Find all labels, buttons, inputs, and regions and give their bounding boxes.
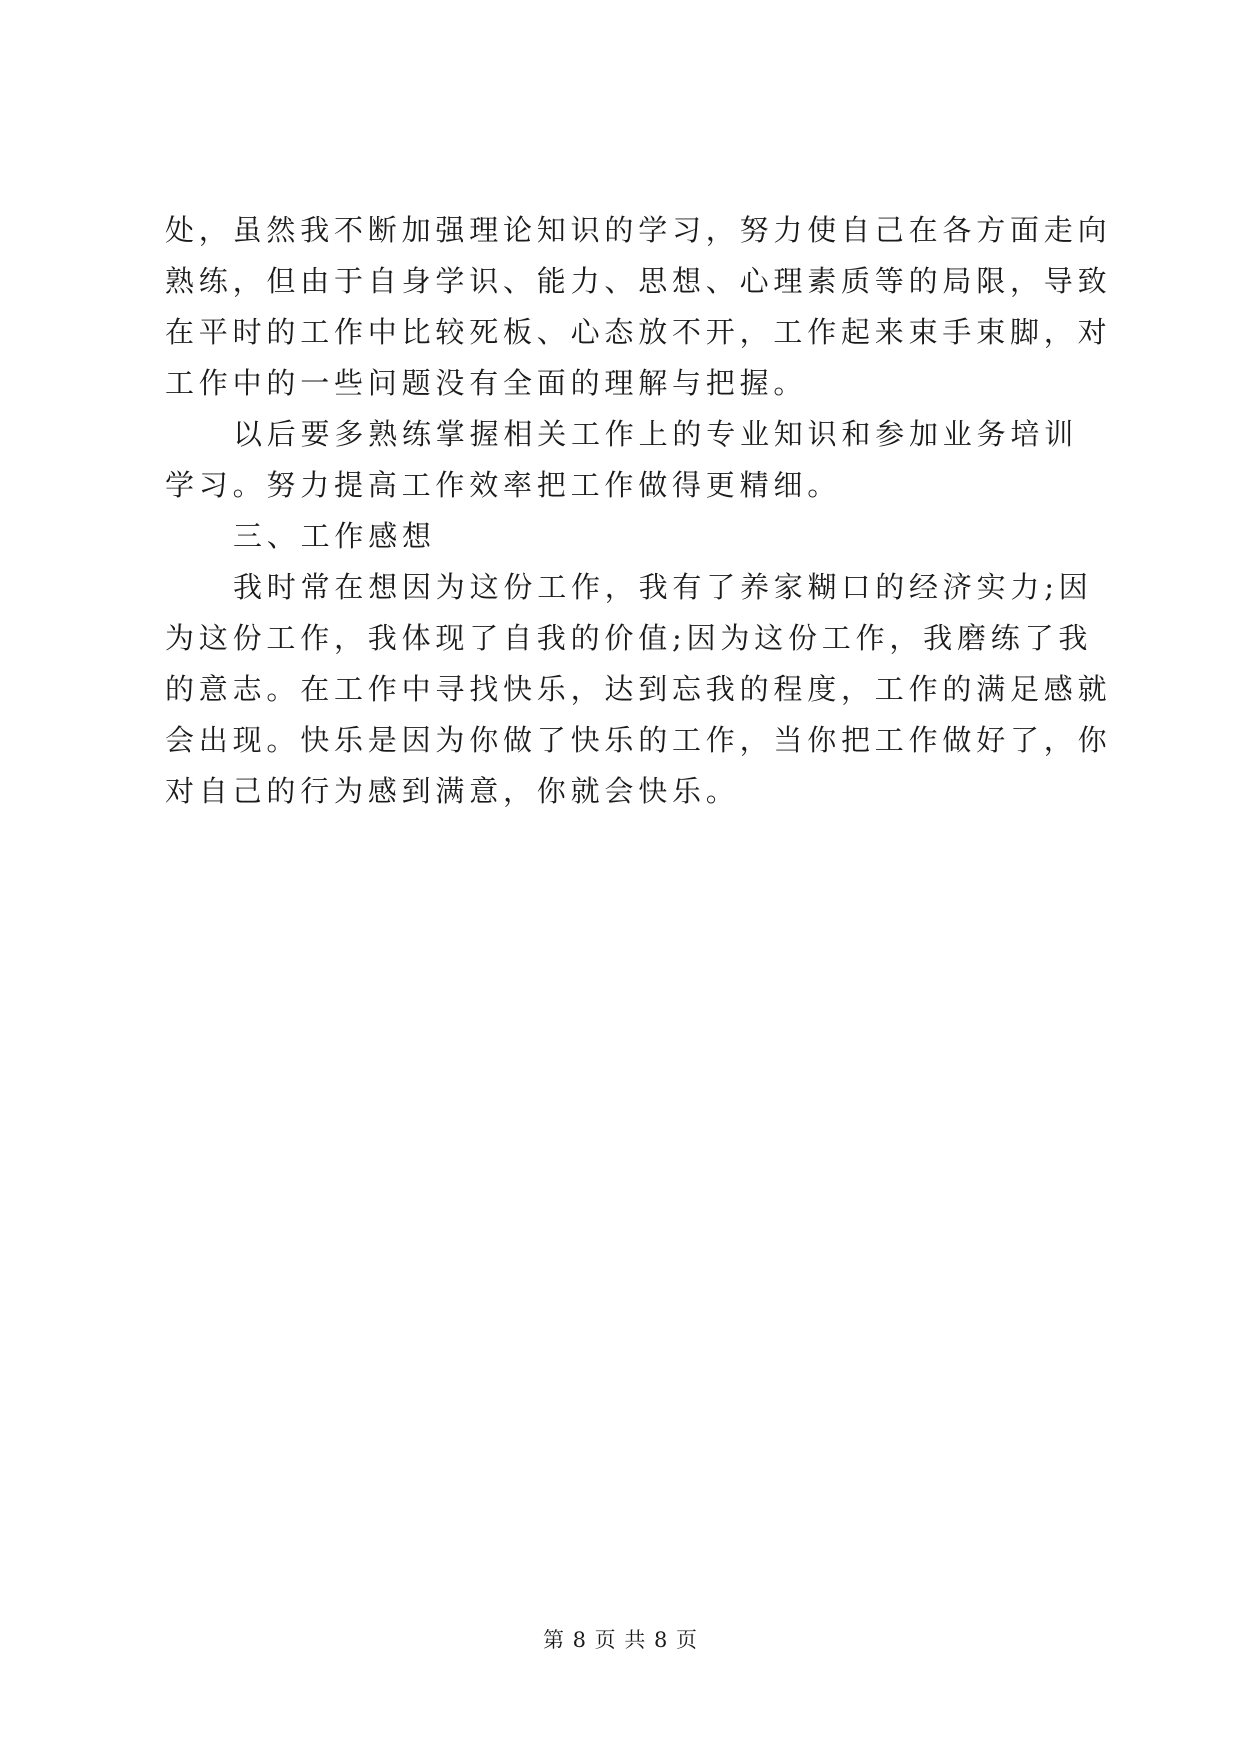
paragraph-continuation-line: 工作中的一些问题没有全面的理解与把握。 bbox=[165, 366, 808, 400]
paragraph-first-line: 以后要多熟练掌握相关工作上的专业知识和参加业务培训 bbox=[233, 417, 1079, 451]
paragraph-continuation-line: 熟练，但由于自身学识、能力、思想、心理素质等的局限，导致 bbox=[165, 264, 1112, 298]
paragraph-continuation-line: 对自己的行为感到满意，你就会快乐。 bbox=[165, 774, 740, 808]
paragraph-continuation-line: 处，虽然我不断加强理论知识的学习，努力使自己在各方面走向 bbox=[165, 213, 1112, 247]
section-heading: 三、工作感想 bbox=[233, 519, 436, 553]
document-body bbox=[165, 205, 1112, 817]
paragraph-continuation-line: 会出现。快乐是因为你做了快乐的工作，当你把工作做好了，你 bbox=[165, 723, 1112, 757]
paragraph-continuation-line: 为这份工作，我体现了自我的价值;因为这份工作，我磨练了我 bbox=[165, 621, 1093, 655]
paragraph-first-line: 我时常在想因为这份工作，我有了养家糊口的经济实力;因 bbox=[233, 570, 1093, 604]
paragraph-continuation-line: 在平时的工作中比较死板、心态放不开，工作起来束手束脚，对 bbox=[165, 315, 1112, 349]
page-number-footer: 第 8 页 共 8 页 bbox=[542, 1628, 699, 1652]
paragraph-continuation-line: 学习。努力提高工作效率把工作做得更精细。 bbox=[165, 468, 842, 502]
paragraph-continuation-line: 的意志。在工作中寻找快乐，达到忘我的程度，工作的满足感就 bbox=[165, 672, 1112, 706]
